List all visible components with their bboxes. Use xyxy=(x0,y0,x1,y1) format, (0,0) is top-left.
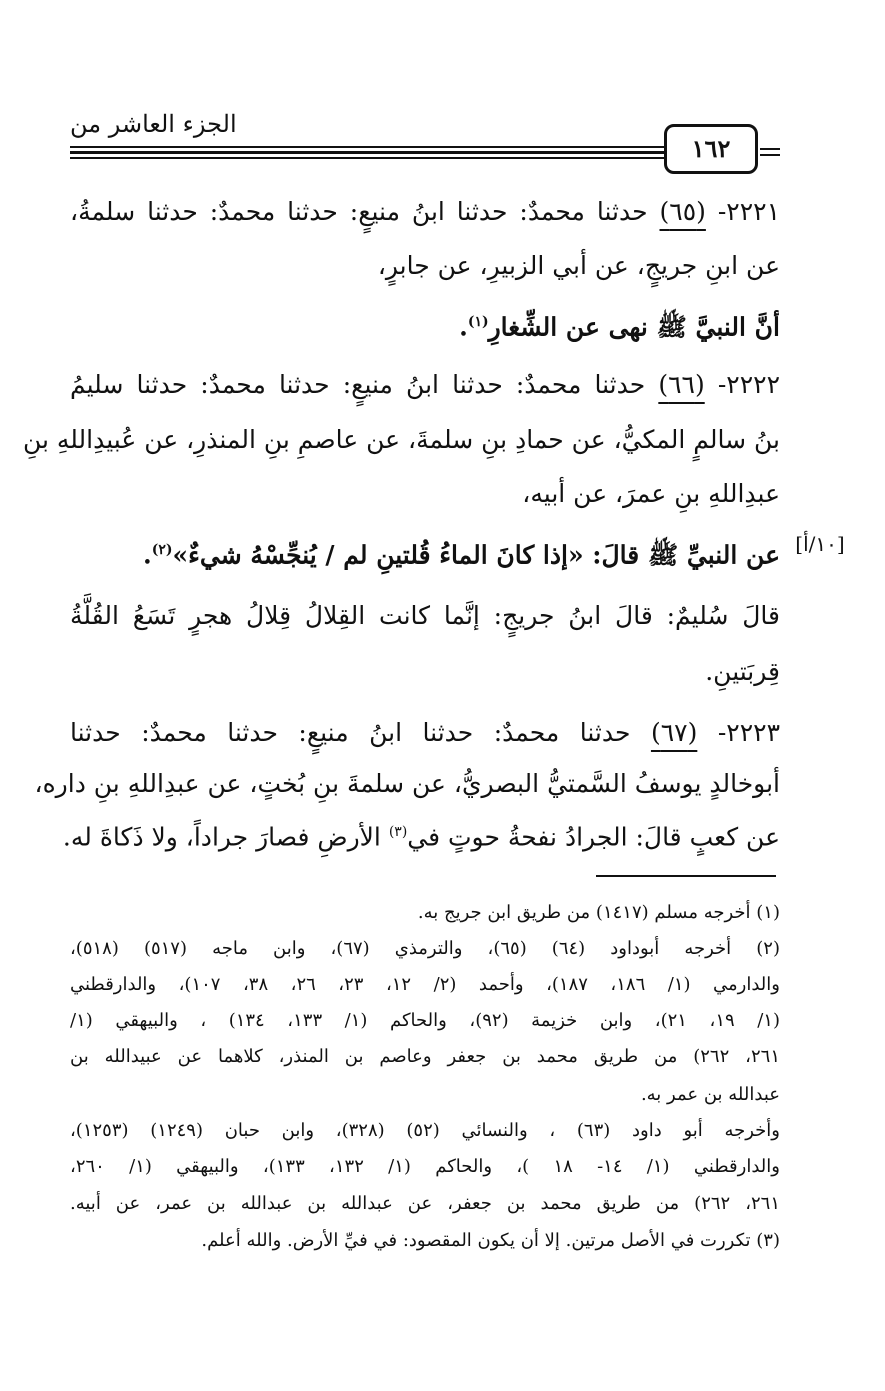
hadith-number: (٦٥) xyxy=(659,197,706,226)
hadith-2221-matn: أنَّ النبيَّ ﷺ نهى عن الشِّغارِ$^{(١)}$. xyxy=(459,312,780,342)
footnote-3: (٣) تكررت في الأصل مرتين. إلا أن يكون المقصود: في فيِّ الأرض. والله أعلم. xyxy=(201,1230,780,1251)
hadith-2222-line-1: ٢٢٢٢- (٦٦) حدثنا محمدٌ: حدثنا ابنُ منيعٍ: حدثنا محمدٌ: حدثنا سليمُ xyxy=(70,370,780,399)
footnote-2-line-3: (١/ ١٩، ٢١)، وابن خزيمة (٩٢)، والحاكم (١/ ١٣٣، ١٣٤) ، والبيهقي (١/ xyxy=(70,1010,780,1031)
footnote-2-line-1: (٢) أخرجه أبوداود (٦٤) (٦٥)، والترمذي (٦٧)، وابن ماجه (٥١٧) (٥١٨)، xyxy=(70,938,780,959)
hadith-2222-comment-1: قالَ سُليمٌ: قالَ ابنُ جريجٍ: إنَّما كانت القِلالُ قِلالُ هجرٍ تَسَعُ القُلَّةُ xyxy=(70,601,780,630)
hadith-2223-line-3: عن كعبٍ قالَ: الجرادُ نفحةُ حوتٍ في$^{(٣)}$ الأرضِ فصارَ جراداً، ولا ذَكاةَ له. xyxy=(62,822,780,852)
footnote-2-line-6: وأخرجه أبو داود (٦٣) ، والنسائي (٥٢) (٣٢٨)، وابن حبان (١٢٤٩) (١٢٥٣)، xyxy=(70,1120,780,1141)
hadith-2223-line-1: ٢٢٢٣- (٦٧) حدثنا محمدٌ: حدثنا ابنُ منيعٍ: حدثنا محمدٌ: حدثنا xyxy=(70,718,780,747)
footnote-ref: (١) xyxy=(467,314,489,330)
hadith-2222-line-2: بنُ سالمٍ المكيُّ، عن حمادِ بنِ سلمةَ، عن عاصمِ بنِ المنذرِ، عن عُبيدِاللهِ بنِ xyxy=(22,425,780,454)
footnote-2-line-8: ٢٦١، ٢٦٢) من طريق محمد بن جعفر، عن عبدالله بن عبدالله بن عمر، عن أبيه. xyxy=(70,1193,781,1214)
running-title: الجزء العاشر من xyxy=(70,110,237,138)
footnote-2-line-7: والدارقطني (١/ ١٤- ١٨ )، والحاكم (١/ ١٣٢، ١٣٣)، والبيهقي (١/ ٢٦٠، xyxy=(70,1156,780,1177)
page-number: ١٦٢ xyxy=(664,124,758,174)
footnote-separator xyxy=(596,875,776,877)
footnote-2-line-4: ٢٦١، ٢٦٢) من طريق محمد بن جعفر وعاصم بن المنذر، كلاهما عن عبيدالله بن xyxy=(70,1046,781,1067)
footnote-2-line-2: والدارمي (١/ ١٨٦، ١٨٧)، وأحمد (٢/ ١٢، ٢٣، ٢٦، ٣٨، ١٠٧)، والدارقطني xyxy=(70,974,780,995)
hadith-2221-line-1: ٢٢٢١- (٦٥) حدثنا محمدٌ: حدثنا ابنُ منيعٍ: حدثنا محمدٌ: حدثنا سلمةُ، xyxy=(70,197,780,226)
manuscript-folio-ref: [١٠/أ] xyxy=(795,532,845,556)
footnote-ref: (٣) xyxy=(388,824,408,840)
footnote-ref: (٢) xyxy=(151,542,173,558)
hadith-2223-line-2: أبوخالدٍ يوسفُ السَّمتيُّ البصريُّ، عن سلمةَ بنِ بُختٍ، عن عبدِاللهِ بنِ داره، xyxy=(34,769,780,798)
footnote-2-line-5: عبدالله بن عمر به. xyxy=(640,1084,780,1105)
hadith-number: (٦٧) xyxy=(650,718,698,747)
hadith-number: (٦٦) xyxy=(658,370,705,399)
footnote-1: (١) أخرجه مسلم (١٤١٧) من طريق ابن جريج به. xyxy=(417,902,780,923)
hadith-2222-line-3: عبدِاللهِ بنِ عمرَ، عن أبيه، xyxy=(522,479,780,508)
hadith-2222-matn: عن النبيِّ ﷺ قالَ: «إذا كانَ الماءُ قُلتينِ لم / يُنجِّسْهُ شيءٌ»$^{(٢)}$. xyxy=(143,540,780,570)
hadith-2221-line-2: عن ابنِ جريجٍ، عن أبي الزبيرِ، عن جابرٍ، xyxy=(377,251,780,280)
hadith-2222-comment-2: قِربَتينِ. xyxy=(705,657,780,686)
